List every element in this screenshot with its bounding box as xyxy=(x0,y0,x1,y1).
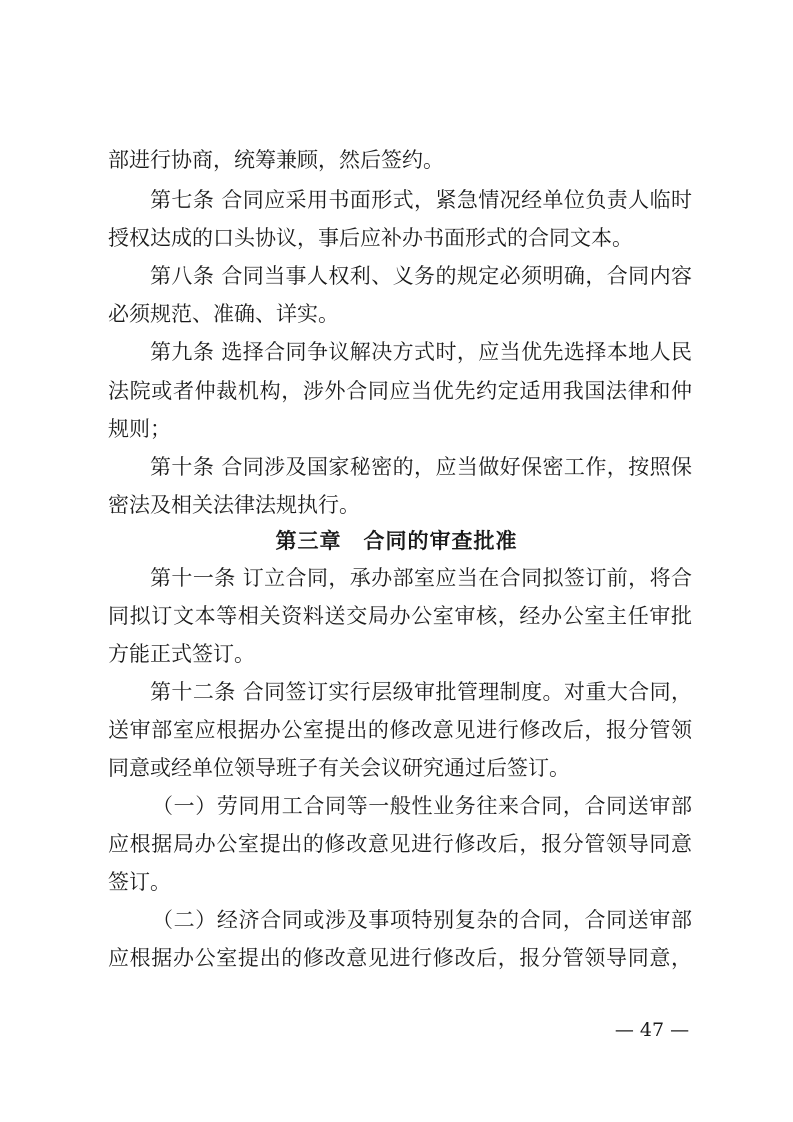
item-2-line: （二）经济合同或涉及事项特别复杂的合同，合同送审部 xyxy=(152,908,692,932)
article-8-line: 第八条 合同当事人权利、义务的规定必须明确，合同内容 xyxy=(150,264,692,288)
text-line: 密法及相关法律法规执行。 xyxy=(108,493,360,517)
article-11-line: 第十一条 订立合同，承办部室应当在合同拟签订前，将合 xyxy=(150,566,692,590)
article-7-line: 第七条 合同应采用书面形式，紧急情况经单位负责人临时 xyxy=(150,188,692,212)
text-line: 送审部室应根据办公室提出的修改意见进行修改后，报分管领 xyxy=(108,718,692,742)
text-line: 应根据办公室提出的修改意见进行修改后，报分管领导同意， xyxy=(108,946,692,970)
text-line: 签订。 xyxy=(108,870,171,894)
article-9-line: 第九条 选择合同争议解决方式时，应当优先选择本地人民 xyxy=(150,340,692,364)
text-line: 方能正式签订。 xyxy=(108,642,255,666)
text-line: 同意或经单位领导班子有关会议研究通过后签订。 xyxy=(108,756,570,780)
text-line: 应根据局办公室提出的修改意见进行修改后，报分管领导同意 xyxy=(108,832,692,856)
text-line: 授权达成的口头协议，事后应补办书面形式的合同文本。 xyxy=(108,226,633,250)
article-10-line: 第十条 合同涉及国家秘密的，应当做好保密工作，按照保 xyxy=(150,455,692,479)
text-line: 必须规范、准确、详实。 xyxy=(108,302,339,326)
item-1-line: （一）劳同用工合同等一般性业务往来合同，合同送审部 xyxy=(152,794,692,818)
text-line: 规则； xyxy=(108,417,171,441)
text-line: 法院或者仲裁机构，涉外合同应当优先约定适用我国法律和仲 xyxy=(108,379,692,403)
text-line: 同拟订文本等相关资料送交局办公室审核，经办公室主任审批 xyxy=(108,604,692,628)
text-line: 部进行协商，统筹兼顾，然后签约。 xyxy=(108,148,444,172)
article-12-line: 第十二条 合同签订实行层级审批管理制度。对重大合同， xyxy=(150,680,692,704)
page-number: — 47 — xyxy=(614,1019,690,1041)
chapter-heading: 第三章 合同的审查批准 xyxy=(275,529,518,553)
